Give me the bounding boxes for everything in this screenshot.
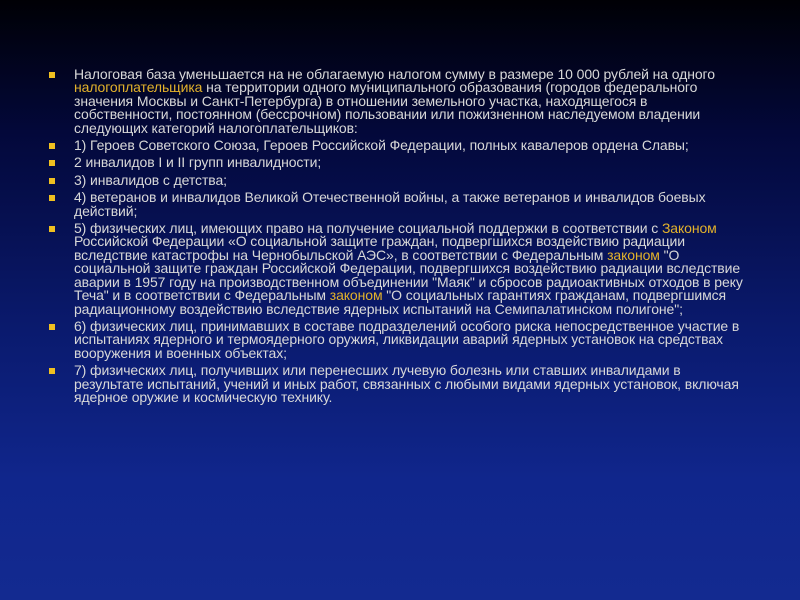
bullet-item (49, 68, 749, 135)
text-run: "О социальной защите граждан Российской Федерации, подвергшихся воздействию радиации вследствие аварии в 1957 году на производственном объединении "Маяк" и сбросов радиоактивных отходов в реку Теча" и в соответствии с Федеральным (74, 246, 743, 304)
bullet-item (49, 171, 749, 188)
bullet-item (49, 222, 749, 316)
bullet-square-icon (49, 368, 55, 374)
bullet-list (49, 68, 749, 408)
bullet-square-icon (49, 178, 55, 184)
bullet-item (49, 139, 749, 152)
text-run: Налоговая база уменьшается на не облагаемую налогом сумму в размере 10 000 рублей на одного (74, 66, 715, 82)
bullet-text (74, 156, 749, 169)
bullet-item (49, 156, 749, 169)
bullet-square-icon (49, 160, 55, 166)
bullet-item (49, 317, 749, 361)
text-run: Российской Федерации «О социальной защите граждан, подвергшихся воздействию радиации вследствие катастрофы на Чернобыльской АЭС», в соответствии с Федеральным (74, 233, 685, 263)
bullet-text (74, 317, 749, 361)
hyperlink[interactable]: законом (329, 287, 383, 304)
bullet-item (49, 191, 749, 218)
text-run: "О социальных гарантиях гражданам, подвергшимся радиационному воздействию вследствие ядерных испытаний на Семипалатинском полигоне"; (74, 287, 726, 317)
bullet-square-icon (49, 324, 55, 330)
bullet-text (74, 191, 749, 218)
text-run: на территории одного муниципального образования (городов федерального значения Москвы и Санкт-Петербурга) в отношении земельного участка, находящегося в собственности, постоянном (бессрочном) пользовании или пожизненном наследуемом владении следующих категорий налогоплательщиков: (74, 79, 701, 136)
text-run: 4) ветеранов и инвалидов Великой Отечественной войны, а также ветеранов и инвалидов боевых действий; (74, 189, 706, 219)
text-run: 5) физических лиц, имеющих право на получение социальной поддержки в соответствии с (74, 220, 662, 237)
text-run: 6) физических лиц, принимавших в составе подразделений особого риска непосредственное участие в испытаниях ядерного и термоядерного оружия, ликвидации аварий ядерных установок на средствах вооружения и военных объектах; (74, 317, 740, 361)
text-run: 3) инвалидов с детства; (74, 171, 227, 188)
bullet-square-icon (49, 143, 55, 149)
bullet-square-icon (49, 72, 55, 78)
bullet-text (74, 139, 749, 152)
bullet-item (49, 364, 749, 404)
text-run: 7) физических лиц, получивших или перенесших лучевую болезнь или ставших инвалидами в результате испытаний, учений и иных работ, связанных с любыми видами ядерных установок, включая ядерное оружие и космическую технику. (74, 362, 739, 405)
bullet-text (74, 364, 749, 404)
hyperlink[interactable]: Законом (661, 220, 717, 237)
bullet-square-icon (49, 195, 55, 201)
hyperlink[interactable]: налогоплательщика (74, 79, 203, 96)
text-run: 2 инвалидов I и II групп инвалидности; (74, 154, 322, 171)
bullet-square-icon (49, 226, 55, 232)
hyperlink[interactable]: законом (607, 246, 660, 263)
text-run: 1) Героев Советского Союза, Героев Российской Федерации, полных кавалеров ордена Славы; (74, 137, 689, 154)
bullet-text (74, 222, 749, 316)
bullet-text (74, 68, 749, 135)
bullet-text (74, 171, 749, 188)
